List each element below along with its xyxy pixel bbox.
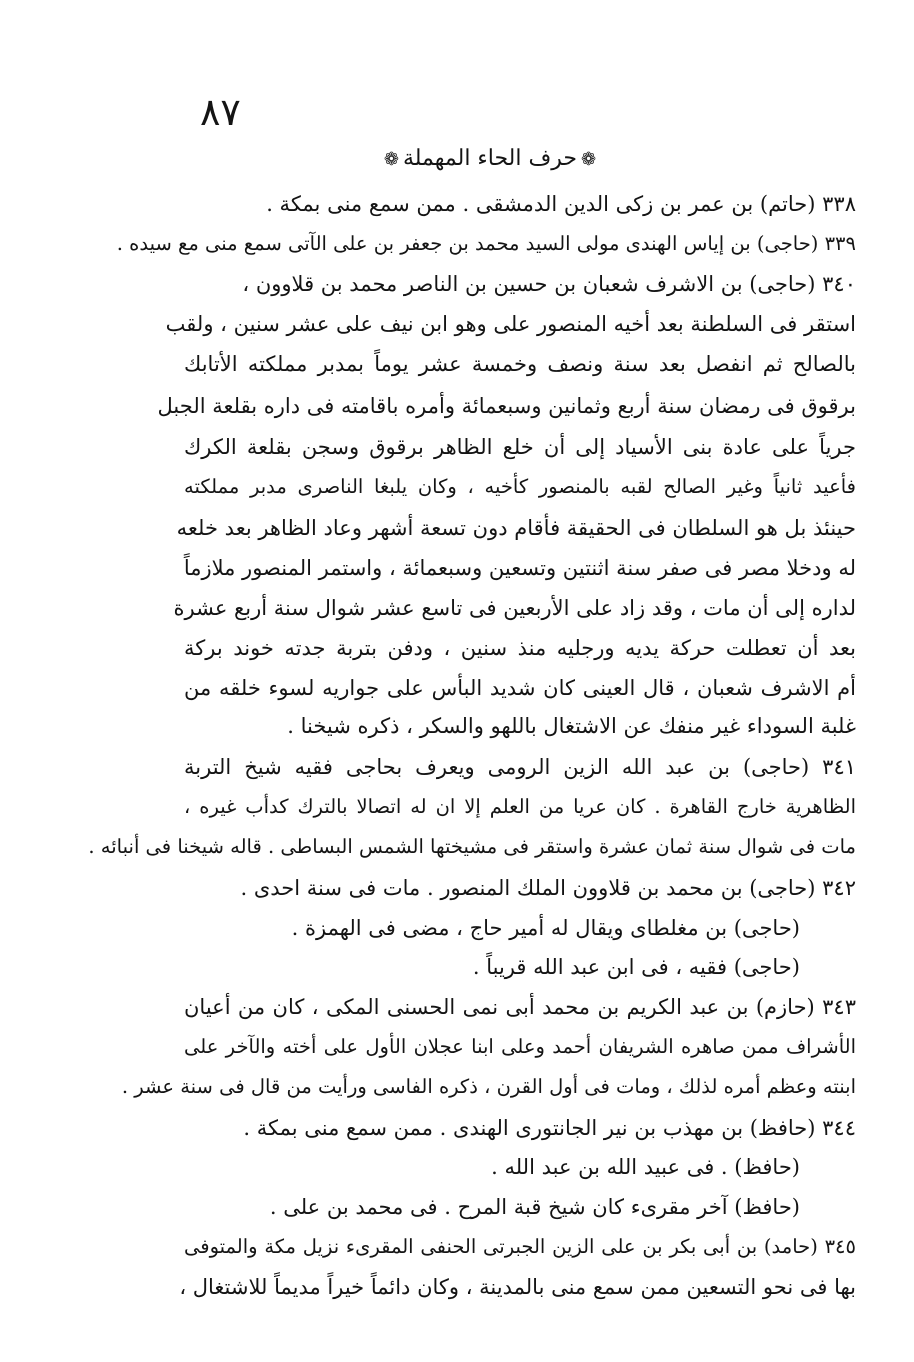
text-line: غلبة السوداء غير منفك عن الاشتغال باللهو والسكر ، ذكره شيخنا . (287, 714, 856, 738)
text-line: (حاجى) بن مغلطاى ويقال له أمير حاج ، مضى فى الهمزة . (291, 916, 800, 940)
page-number: ٨٧ (200, 90, 241, 134)
text-line: بعد أن تعطلت حركة يديه ورجليه منذ سنين ، ودفن بتربة جدته خوند بركة (184, 636, 856, 660)
text-line: برقوق فى رمضان سنة أربع وثمانين وسبعمائة وأمره باقامته فى داره بقلعة الجبل (157, 394, 856, 418)
text-line: الأشراف ممن صاهره الشريفان أحمد وعلى ابنا عجلان الأول على أخته والآخر على (184, 1035, 856, 1058)
text-line: ٣٤١ (حاجى) بن عبد الله الزين الرومى ويعرف بحاجى فقيه شيخ التربة (184, 755, 857, 779)
ornament-right-icon: ❁ (581, 149, 597, 170)
text-line: (حاجى) فقيه ، فى ابن عبد الله قريباً . (472, 955, 800, 979)
text-line: ٣٣٩ (حاجى) بن إياس الهندى مولى السيد محمد بن جعفر بن على الآتى سمع منى مع سيده . (116, 232, 856, 255)
text-line: ابنته وعظم أمره لذلك ، ومات فى أول القرن ، ذكره الفاسى ورأيت من قال فى سنة عشر . (121, 1075, 856, 1098)
text-line: ٣٤٣ (حازم) بن عبد الكريم بن محمد أبى نمى الحسنى المكى ، كان من أعيان (184, 995, 856, 1019)
text-line: ٣٤٢ (حاجى) بن محمد بن قلاوون الملك المنصور . مات فى سنة احدى . (240, 876, 856, 900)
text-line: فأعيد ثانياً وغير الصالح لقبه بالمنصور كأخيه ، وكان يلبغا الناصرى مدبر مملكته (184, 475, 856, 498)
text-line: (حافظ) . فى عبيد الله بن عبد الله . (491, 1155, 800, 1179)
text-line: مات فى شوال سنة ثمان عشرة واستقر فى مشيختها الشمس البساطى . قاله شيخنا فى أنبائه . (88, 835, 856, 858)
text-line: أم الاشرف شعبان ، قال العينى كان شديد البأس على جواريه لسوء خلقه من (184, 676, 856, 700)
ornament-left-icon: ❁ (383, 149, 399, 170)
text-line: استقر فى السلطنة بعد أخيه المنصور على وهو ابن نيف على عشر سنين ، ولقب (165, 312, 856, 336)
text-line: بها فى نحو التسعين ممن سمع منى بالمدينة ، وكان دائماً خيراً مديماً للاشتغال ، (179, 1275, 856, 1299)
text-line: بالصالح ثم انفصل بعد سنة ونصف وخمسة عشر يوماً بمدبر مملكته الأتابك (184, 352, 856, 376)
heading-text: حرف الحاء المهملة (402, 146, 578, 171)
text-line: ٣٤٤ (حافظ) بن مهذب بن نير الجانتورى الهندى . ممن سمع منى بمكة . (243, 1116, 856, 1140)
text-line: حينئذ بل هو السلطان فى الحقيقة فأقام دون تسعة أشهر وعاد الظاهر بعد خلعه (176, 516, 856, 540)
text-line: ٣٤٠ (حاجى) بن الاشرف شعبان بن حسين بن الناصر محمد بن قلاوون ، (242, 272, 856, 296)
text-line: ٣٣٨ (حاتم) بن عمر بن زكى الدين الدمشقى . ممن سمع منى بمكة . (266, 192, 856, 216)
text-line: الظاهرية خارج القاهرة . كان عريا من العلم إلا ان له اتصالا بالترك كدأب غيره ، (184, 795, 856, 818)
text-line: له ودخلا مصر فى صفر سنة اثنتين وتسعين وسبعمائة ، واستمر المنصور ملازماً (183, 556, 856, 580)
text-line: لداره إلى أن مات ، وقد زاد على الأربعين فى تاسع عشر شوال سنة أربع عشرة (173, 596, 856, 620)
text-line: ٣٤٥ (حامد) بن أبى بكر بن على الزين الجبرتى الحنفى المقرىء نزيل مكة والمتوفى (184, 1235, 856, 1258)
text-line: (حافظ) آخر مقرىء كان شيخ قبة المرح . فى محمد بن على . (269, 1195, 800, 1219)
text-line: جرياً على عادة بنى الأسياد إلى أن خلع الظاهر برقوق وسجن بقلعة الكرك (184, 435, 856, 459)
